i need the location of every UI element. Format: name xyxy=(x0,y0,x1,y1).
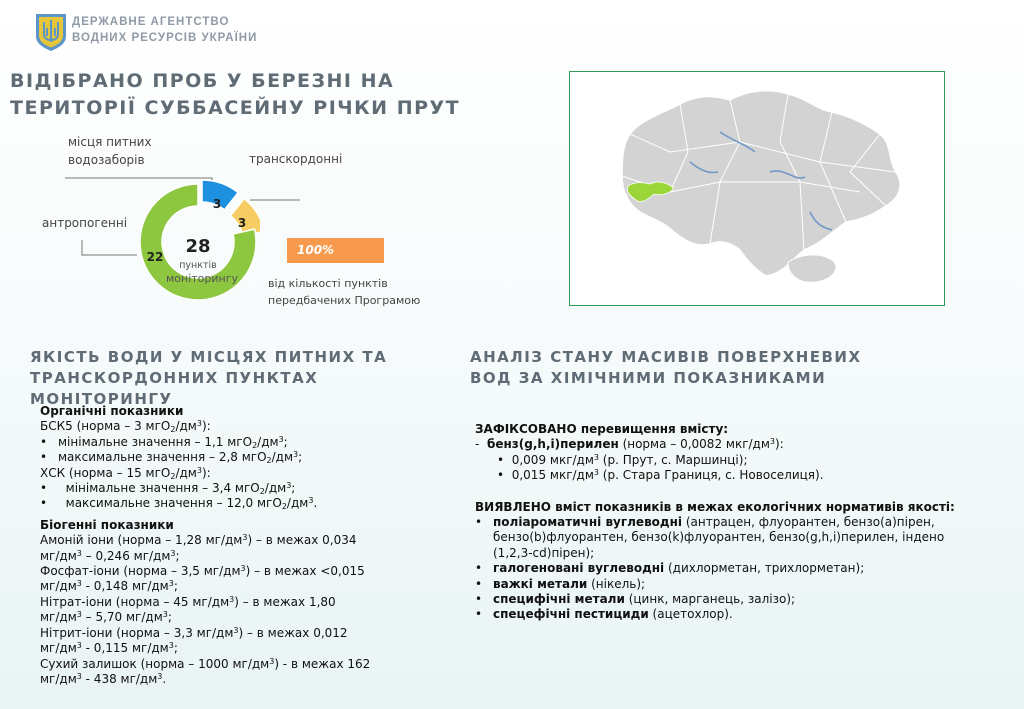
bsk-line: БСК5 (норма – 3 $мгО_2/дм^3$): xyxy=(40,419,211,435)
page-title-line2: ТЕРИТОРІЇ СУББАСЕЙНУ РІЧКИ ПРУТ xyxy=(10,97,461,119)
organic-heading: Органічні показники xyxy=(40,404,184,418)
section-title-water-quality xyxy=(30,347,450,410)
found-heading: ВИЯВЛЕНО вміст показників в межах екологічних нормативів якості: xyxy=(475,499,955,514)
percent-note-line2: передбачених Програмою xyxy=(268,294,421,307)
percent-bar: 100% xyxy=(287,238,384,263)
anthropogenic-label: антропогенні xyxy=(42,216,128,230)
percent-note xyxy=(268,275,420,309)
ukraine-map-icon xyxy=(570,72,944,305)
bullet-icon: • xyxy=(40,450,48,465)
donut-value-drinking: 3 xyxy=(212,197,222,211)
ukraine-map xyxy=(569,71,945,306)
section-right-line2: ВОД ЗА ХІМІЧНИМИ ПОКАЗНИКАМИ xyxy=(470,369,827,387)
pah-line-2: бензо(b)флуорантен, бензо(k)флуорантен, бензо(g,h,i)перилен, індено xyxy=(493,530,945,545)
biogenic-heading: Біогенні показники xyxy=(40,517,174,532)
list-item: • поліароматичні вуглеводні (антрацен, флуорантен, бензо(а)пірен, xyxy=(475,515,935,530)
list-item: • мінімальне значення – 1,1 $мгО_2/дм^3$; xyxy=(40,434,288,450)
donut-total-label-2: моніторингу xyxy=(165,272,239,285)
percent-note-line1: від кількості пунктів xyxy=(268,277,388,290)
phosphate-line-2: $мг/дм^3 - 0,148$ $мг/дм^3$; xyxy=(40,579,178,594)
bullet-icon: • xyxy=(475,576,483,591)
phosphate-line-1: Фосфат-іони (норма – 3,5 $мг/дм^3$) – в межах <0,015 xyxy=(40,564,365,579)
dry-residue-line-1: Сухий залишок (норма – 1000 $мг/дм^3$) - в межах 162 xyxy=(40,656,371,671)
bullet-icon: • xyxy=(497,468,505,483)
section-left-line2: ТРАНСКОРДОННИХ ПУНКТАХ МОНІТОРИНГУ xyxy=(30,369,319,408)
list-item: • 0,015 мкг/$дм^3$ (р. Стара Границя, с. Новоселиця). xyxy=(497,468,824,483)
ammonium-line-1: Амоній іони (норма – 1,28 $мг/дм^3$) – в межах 0,034 xyxy=(40,533,357,548)
bullet-icon: • xyxy=(497,452,505,467)
benzoperylene-line: - бенз(g,h,i)перилен (норма – 0,0082 мкг/$дм^3$): xyxy=(475,437,784,452)
hsk-line: ХСК (норма – 15 $мгО_2/дм^3$): xyxy=(40,465,211,481)
bullet-icon: • xyxy=(40,496,48,511)
section-left-line1: ЯКІСТЬ ВОДИ У МІСЦЯХ ПИТНИХ ТА xyxy=(30,348,388,366)
list-item: • важкі метали (нікель); xyxy=(475,576,646,591)
ammonium-line-2: $мг/дм^3 - 0,246$ $мг/дм^3$; xyxy=(40,548,180,563)
agency-line2: ВОДНИХ РЕСУРСІВ УКРАЇНИ xyxy=(72,32,258,44)
bullet-icon: • xyxy=(475,592,483,607)
page-title-line1: ВІДІБРАНО ПРОБ У БЕРЕЗНІ НА xyxy=(10,70,395,92)
donut-value-transboundary: 3 xyxy=(237,216,247,230)
dry-residue-line-2: $мг/дм^3 - 438$ $мг/дм^3$. xyxy=(40,671,167,686)
water-quality-text xyxy=(40,404,435,687)
nitrate-line-2: $мг/дм^3 - 5,70$ $мг/дм^3$; xyxy=(40,610,172,625)
list-item: • мінімальне значення – 3,4 $мгО_2/дм^3$; xyxy=(40,481,296,497)
pah-line-3: (1,2,3-cd)пірен); xyxy=(493,545,595,560)
bullet-icon: • xyxy=(40,481,48,496)
bullet-icon: • xyxy=(40,434,48,449)
agency-line1: ДЕРЖАВНЕ АГЕНТСТВО xyxy=(72,16,230,28)
nitrate-line-1: Нітрат-іони (норма – 45 $мг/дм^3$) – в межах 1,80 xyxy=(40,594,336,609)
nitrite-line-1: Нітрит-іони (норма – 3,3 $мг/дм^3$) – в межах 0,012 xyxy=(40,625,348,640)
section-right-line1: АНАЛІЗ СТАНУ МАСИВІВ ПОВЕРХНЕВИХ xyxy=(470,348,862,366)
list-item: • специфічні метали (цинк, марганець, залізо); xyxy=(475,592,796,607)
donut-value-anthropogenic: 22 xyxy=(146,250,164,264)
donut-total: 28 xyxy=(185,236,211,257)
list-item: • спецефічні пестициди (ацетохлор). xyxy=(475,607,733,622)
donut-total-label-1: пунктів xyxy=(179,260,217,271)
section-title-chemical-analysis xyxy=(470,347,890,389)
fixed-heading: ЗАФІКСОВАНО перевищення вмісту: xyxy=(475,422,729,436)
transboundary-label: транскордонні xyxy=(249,152,343,166)
list-item: • максимальне значення – 2,8 $мгО_2/дм^3$; xyxy=(40,450,303,466)
drinking-label-line1: місця питних xyxy=(68,135,152,149)
nitrite-line-2: $мг/дм^3 - 0,115$ $мг/дм^3$; xyxy=(40,641,178,656)
drinking-label-line2: водозаборів xyxy=(68,153,145,167)
chemical-analysis-text xyxy=(475,422,1020,623)
monitoring-points-donut xyxy=(120,174,260,314)
bullet-icon: • xyxy=(475,561,483,576)
list-item: • 0,009 мкг/$дм^3$ (р. Прут, с. Маршинці); xyxy=(497,452,748,467)
bullet-icon: • xyxy=(475,607,483,622)
bullet-icon: • xyxy=(475,515,483,530)
list-item: • галогеновані вуглеводні (дихлорметан, трихлорметан); xyxy=(475,561,865,576)
list-item: • максимальне значення – 12,0 $мгО_2/дм^3$. xyxy=(40,496,318,512)
